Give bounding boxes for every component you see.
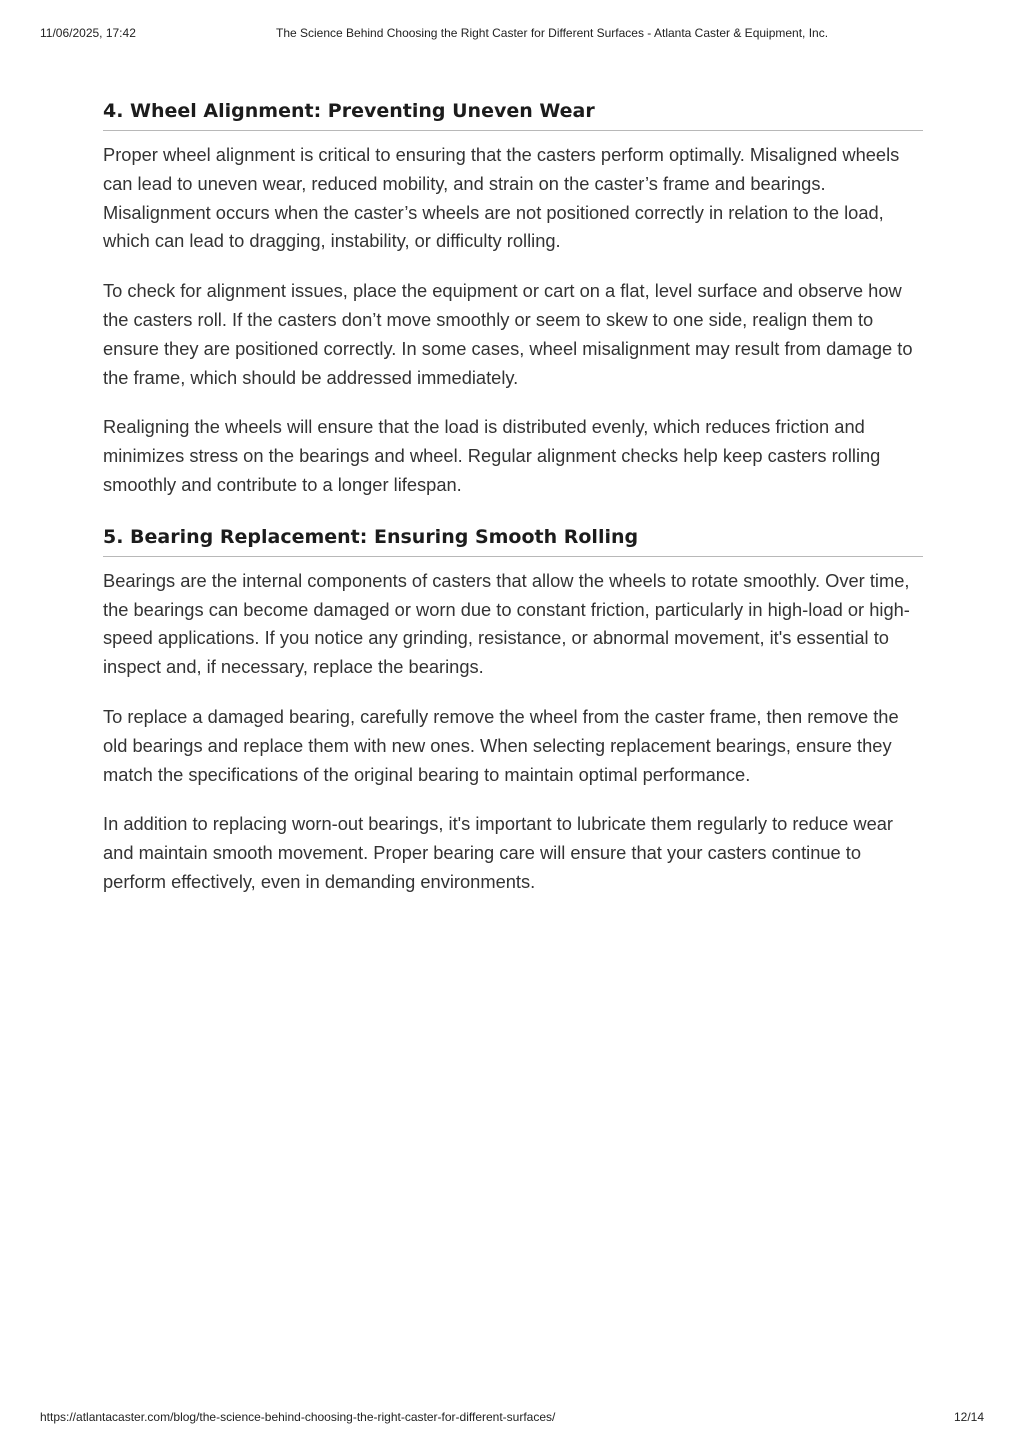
print-header [40, 26, 984, 42]
print-page-url: https://atlantacaster.com/blog/the-science-behind-choosing-the-right-caster-for-different-surfaces/ [40, 1410, 556, 1424]
paragraph: Proper wheel alignment is critical to ensuring that the casters perform optimally. Misaligned wheels can lead to uneven wear, reduced mobility, and strain on the caster’s frame and bearings. Misalignment occurs when the caster’s wheels are not positioned correctly in relation to the load, which can lead to dragging, instability, or difficulty rolling. [103, 144, 900, 252]
article-content [103, 98, 923, 897]
paragraph: In addition to replacing worn-out bearings, it's important to lubricate them regularly to reduce wear and maintain smooth movement. Proper bearing care will ensure that your casters continue to perform effectively, even in demanding environments. [103, 813, 893, 892]
section-heading-bearing-replacement: 5. Bearing Replacement: Ensuring Smooth Rolling [103, 524, 923, 557]
paragraph: Bearings are the internal components of casters that allow the wheels to rotate smoothly. Over time, the bearings can become damaged or worn due to constant friction, particularly in high-load or high-speed applications. If you notice any grinding, resistance, or abnormal movement, it's essential to inspect and, if necessary, replace the bearings. [103, 569, 910, 678]
print-datetime: 11/06/2025, 17:42 [40, 26, 136, 40]
section-heading-wheel-alignment: 4. Wheel Alignment: Preventing Uneven Wear [103, 98, 923, 131]
print-footer [40, 1410, 984, 1426]
paragraph: Realigning the wheels will ensure that the load is distributed evenly, which reduces friction and minimizes stress on the bearings and wheel. Regular alignment checks help keep casters rolling smoothly and contribute to a longer lifespan. [103, 416, 881, 495]
paragraph: To check for alignment issues, place the equipment or cart on a flat, level surface and observe how the casters roll. If the casters don’t move smoothly or seem to skew to one side, realign them to ensure they are positioned correctly. In some cases, wheel misalignment may result from damage to the frame, which should be addressed immediately. [103, 280, 913, 388]
paragraph: To replace a damaged bearing, carefully remove the wheel from the caster frame, then remove the old bearings and replace them with new ones. When selecting replacement bearings, ensure they match the specifications of the original bearing to maintain optimal performance. [103, 705, 899, 785]
print-page-number: 12/14 [953, 1410, 984, 1424]
print-page-title: The Science Behind Choosing the Right Caster for Different Surfaces - Atlanta Caster & Equipment, Inc. [276, 26, 829, 40]
